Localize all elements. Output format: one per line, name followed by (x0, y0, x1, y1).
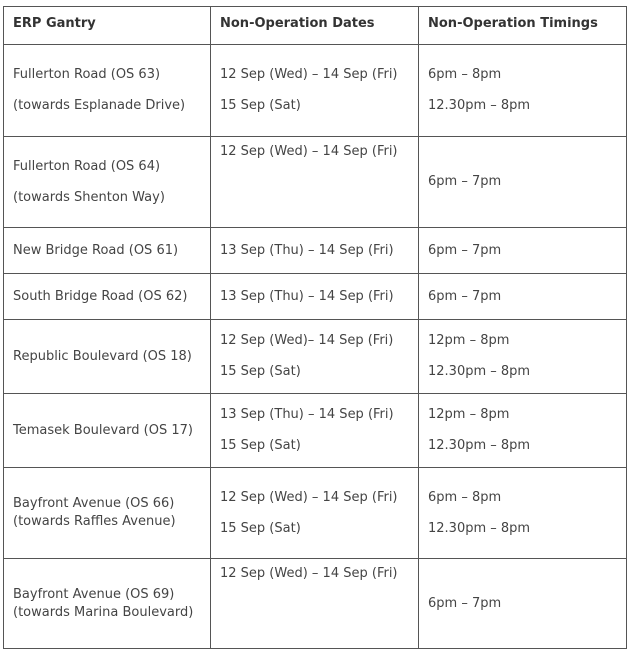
header-non-operation-timings: Non-Operation Timings (419, 7, 627, 45)
timings-cell (419, 559, 627, 649)
table-row (4, 45, 627, 137)
time-range: 6pm – 8pm (428, 67, 502, 82)
dates-cell (211, 137, 419, 228)
table-row (4, 320, 627, 394)
gantry-cell (4, 320, 211, 394)
date-range: 12 Sep (Wed) – 14 Sep (Fri) (220, 144, 398, 159)
gantry-cell (4, 274, 211, 320)
date-range: 15 Sep (Sat) (220, 98, 301, 113)
gantry-name: South Bridge Road (OS 62) (13, 288, 188, 304)
time-range: 6pm – 8pm (428, 489, 502, 505)
time-range: 6pm – 7pm (428, 242, 502, 258)
time-range: 6pm – 7pm (428, 288, 502, 304)
timings-cell (419, 228, 627, 274)
date-range: 13 Sep (Thu) – 14 Sep (Fri) (220, 288, 394, 304)
timings-cell (419, 274, 627, 320)
gantry-name: Temasek Boulevard (OS 17) (13, 422, 193, 438)
gantry-cell (4, 468, 211, 559)
gantry-name: Bayfront Avenue (OS 69) (13, 586, 175, 602)
date-range: 15 Sep (Sat) (220, 364, 301, 379)
time-range: 12pm – 8pm (428, 333, 510, 348)
table-row (4, 394, 627, 468)
header-non-operation-dates: Non-Operation Dates (211, 7, 419, 45)
dates-cell (211, 468, 419, 559)
timings-cell (419, 320, 627, 394)
gantry-direction: (towards Shenton Way) (13, 189, 165, 205)
gantry-name: Bayfront Avenue (OS 66) (13, 496, 175, 511)
time-range: 6pm – 7pm (428, 595, 502, 611)
header-erp-gantry: ERP Gantry (4, 7, 211, 45)
gantry-name: Fullerton Road (OS 64) (13, 158, 161, 174)
time-range: 6pm – 7pm (428, 174, 502, 189)
dates-cell (211, 45, 419, 137)
table-row (4, 274, 627, 320)
table-row (4, 559, 627, 649)
time-range: 12pm – 8pm (428, 407, 510, 422)
gantry-cell (4, 559, 211, 649)
date-range: 13 Sep (Thu) – 14 Sep (Fri) (220, 242, 394, 258)
table-row (4, 468, 627, 559)
table-row (4, 228, 627, 274)
time-range: 12.30pm – 8pm (428, 364, 531, 379)
time-range: 12.30pm – 8pm (428, 98, 531, 113)
dates-cell (211, 559, 419, 649)
timings-cell (419, 137, 627, 228)
dates-cell (211, 228, 419, 274)
dates-cell (211, 394, 419, 468)
date-range: 12 Sep (Wed) – 14 Sep (Fri) (220, 566, 398, 581)
gantry-name: Fullerton Road (OS 63) (13, 67, 161, 82)
gantry-direction: (towards Marina Boulevard) (13, 604, 194, 620)
erp-gantry-table (3, 6, 627, 649)
gantry-cell (4, 394, 211, 468)
gantry-cell (4, 228, 211, 274)
timings-cell (419, 468, 627, 559)
gantry-name: Republic Boulevard (OS 18) (13, 348, 192, 364)
dates-cell (211, 274, 419, 320)
dates-cell (211, 320, 419, 394)
date-range: 15 Sep (Sat) (220, 520, 301, 536)
gantry-direction: (towards Raffles Avenue) (13, 514, 176, 529)
date-range: 15 Sep (Sat) (220, 438, 301, 453)
time-range: 12.30pm – 8pm (428, 438, 531, 453)
gantry-cell (4, 45, 211, 137)
timings-cell (419, 45, 627, 137)
gantry-name: New Bridge Road (OS 61) (13, 242, 179, 258)
date-range: 13 Sep (Thu) – 14 Sep (Fri) (220, 407, 394, 422)
gantry-cell (4, 137, 211, 228)
timings-cell (419, 394, 627, 468)
date-range: 12 Sep (Wed) – 14 Sep (Fri) (220, 67, 398, 82)
date-range: 12 Sep (Wed) – 14 Sep (Fri) (220, 489, 398, 505)
table-row (4, 137, 627, 228)
date-range: 12 Sep (Wed)– 14 Sep (Fri) (220, 333, 394, 348)
gantry-direction: (towards Esplanade Drive) (13, 98, 186, 113)
table-header-row (4, 7, 627, 45)
time-range: 12.30pm – 8pm (428, 520, 531, 536)
